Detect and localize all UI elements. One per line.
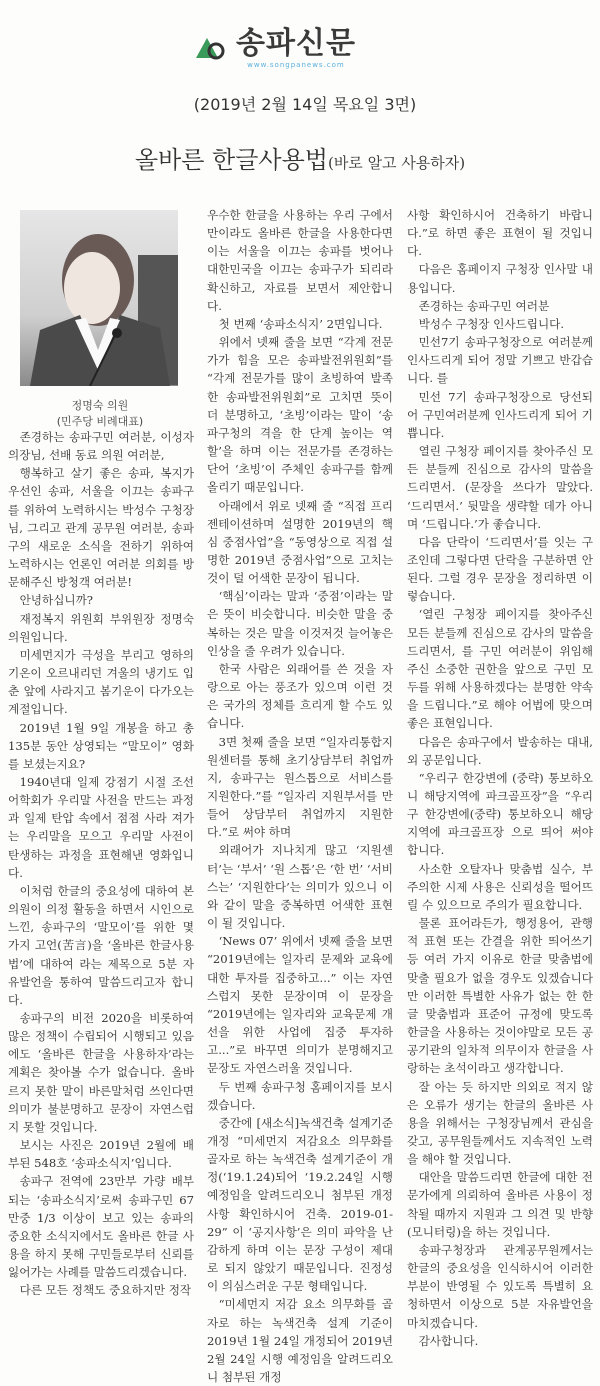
article-column-1	[8, 428, 194, 1300]
article-paragraph: 재정복지 위원회 부위원장 정명숙 의원입니다.	[8, 611, 194, 644]
article-paragraph: 민선7기 송파구청장으로 여러분께 인사드리게 되어 정말 기쁘고 반갑습니다. 를	[407, 335, 593, 386]
article-paragraph: 다음 단락이 ‘드리면서’를 잇는 구조인데 그렇다면 단락을 구분하면 안 된다. 그럴 경우 문장을 정리하면 이렇습니다.	[407, 534, 593, 604]
article-paragraph: 우수한 한글을 사용하는 우리 구에서만이라도 올바른 한글을 사용한다면 이는 서울을 이끄는 송파를 벗어나 대한민국을 이끄는 송파구가 되리라 확신하고, 자료를 보면서 제안합니다.	[207, 208, 393, 313]
newspaper-url: www.songpanews.com	[247, 61, 345, 69]
article-paragraph: “미세먼지 저감 요소 의무화를 골자로 하는 녹색건축 설계 기준이 2019년 1월 24일 개정되어 2019년 2월 24일 시행 예정임을 알려드리오니 첨부된 개정	[207, 1297, 393, 1384]
portrait-image	[20, 210, 178, 386]
article-paragraph: 잘 아는 듯 하지만 의외로 적지 않은 오류가 생기는 한글의 올바른 사용을 위해서는 구청장님께서 관심을 갖고, 공무원들께서도 지속적인 노력을 해야 할 것입니다.	[407, 1079, 593, 1167]
article-column-3	[407, 206, 593, 1350]
article-paragraph: 존경하는 송파구민 여러분, 이성자 의장님, 선배 동료 의원 여러분,	[8, 430, 194, 463]
article-paragraph: 사소한 오탈자나 맞춤법 실수, 부주의한 시제 사용은 신뢰성을 떨어뜨릴 수 있으므로 주의가 필요합니다.	[407, 861, 593, 912]
article-paragraph: 이처럼 한글의 중요성에 대하여 본 의원이 의정 활동을 하면서 시인으로 느낀, 송파구의 ‘말모이’를 위한 몇 가지 고언(苦言)을 ‘올바른 한글사용법’에 대하여 라는 제목으로 5분 자유발언을 통하여 말씀드리고자 합니다.	[8, 883, 194, 1007]
article-paragraph: 송파구의 비전 2020을 비롯하여 많은 정책이 수립되어 시행되고 있음에도 ‘올바른 한글을 사용하자’라는 계획은 찾아볼 수가 없습니다. 올바르지 못한 말이 바른말처럼 쓰인다면 의미가 불분명하고 문장이 자연스럽지 못할 것입니다.	[8, 1011, 194, 1134]
article-paragraph: 사항 확인하시어 건축하기 바랍니다.”로 하면 좋은 표현이 될 것입니다.	[407, 208, 593, 259]
article-paragraph: 한국 사람은 외래어를 쓴 것을 자랑으로 아는 풍조가 있으며 이런 것은 국가의 정체를 흐리게 할 수도 있습니다.	[207, 661, 393, 731]
date-line: (2019년 2월 14일 목요일 3면)	[193, 95, 417, 114]
article-paragraph: 2019년 1월 9일 개봉을 하고 총 135분 동안 상영되는 “말모이” 영화를 보셨는지요?	[8, 720, 194, 771]
article-paragraph: ‘News 07’ 위에서 넷째 줄을 보면 “2019년에는 일자리 문제와 교육에 대한 투자를 집중하고...” 이는 자연스럽지 못한 문장이며 이 문장을 “2019년에는 일자리와 교육문제 개선을 위한 사업에 집중 투자하고...”로 바꾸면 의미가 분명해지고 문장도 자연스러울 것입니다.	[207, 934, 393, 1076]
article-column-2	[207, 206, 393, 1386]
article-paragraph: 박성수 구청장 인사드립니다.	[418, 316, 565, 331]
article-paragraph: 감사합니다.	[418, 1333, 479, 1348]
article-paragraph: 외래어가 지나치게 많고 ‘지원센터’는 ‘부서’ ‘원 스톱’은 ‘한 번’ ‘서비스는’ ‘지원한다’는 의미가 있으니 이와 같이 말을 중복하면 어색한 표현이 될 것입니다.	[207, 843, 393, 931]
newspaper-name: 송파신문	[236, 26, 356, 61]
article-paragraph: 행복하고 살기 좋은 송파, 복지가 우선인 송파, 서울을 이끄는 송파구를 위하여 노력하시는 박성수 구청장님, 그리고 관계 공무원 여러분, 송파구의 새로운 소식을 전하기 위하여 노력하시는 언론인 여러분 의회를 방문해주신 방청객 여러분!	[8, 466, 194, 590]
article-paragraph: 민선 7기 송파구청장으로 당선되어 구민여러분께 인사드리게 되어 기쁩니다.	[407, 389, 593, 440]
article-paragraph: ‘열린 구청장 페이지를 찾아주신 모든 분들께 진심으로 감사의 말씀을 드리면서, 를 구민 여러분이 위임해주신 소중한 권한을 앞으로 구민 모두를 위해 사용하겠다는 분명한 약속을 드립니다.”로 해야 어법에 맞으며 좋은 표현입니다.	[407, 607, 593, 731]
headline	[0, 140, 600, 175]
article-paragraph: ‘핵심’이라는 말과 ‘중점’이라는 말은 뜻이 비슷합니다. 비슷한 말을 중복하는 것은 말을 이것저것 늘어놓은 인상을 줄 우려가 있습니다.	[207, 589, 393, 658]
article-paragraph: 3면 첫째 줄을 보면 “일자리통합지원센터를 통해 초기상담부터 취업까지, 송파구는 원스톱으로 서비스를 지원한다.”를 “일자리 지원부서를 만들어 상담부터 취업까지 지원한다.”로 써야 하며	[207, 734, 393, 840]
article-paragraph: 송파구청장과 관계공무원께서는 한글의 중요성을 인식하시어 이러한 부분이 반영될 수 있도록 특별히 요청하면서 이상으로 5분 자유발언을 마치겠습니다.	[407, 1242, 593, 1330]
photo-caption-name: 정명숙 의원	[71, 399, 129, 412]
article-paragraph: 아래에서 위로 넷째 줄 “직접 프리젠테이션하며 설명한 2019년의 핵심 중점사업”을 “동영상으로 직접 설명한 2019년 중점사업”으로 고치는 것이 덜 어색한 문장이 됩니다.	[207, 498, 393, 586]
mountain-logo-icon	[196, 34, 228, 60]
article-paragraph: 첫 번째 ‘송파소식지’ 2면입니다.	[218, 316, 383, 331]
portrait-photo	[20, 210, 178, 386]
article-paragraph: 다른 모든 정책도 중요하지만 정작	[19, 1283, 192, 1298]
article-paragraph: 송파구 전역에 23만부 가량 배부되는 ‘송파소식지’로써 송파구민 67만중 1/3 이상이 보고 있는 송파의 중요한 소식지에서도 올바른 한글 사용을 하지 못해 구민들로부터 신뢰를 잃어가는 사례를 말씀드리겠습니다.	[8, 1174, 194, 1280]
headline-main: 올바른 한글사용법	[134, 146, 328, 174]
article-paragraph: 미세먼지가 극성을 부리고 영하의 기온이 오르내리던 겨울의 냉기도 입춘 앞에 사라지고 봄기운이 다가오는 계절입니다.	[8, 647, 194, 717]
article-paragraph: 안녕하십니까?	[19, 593, 94, 608]
masthead-logo	[196, 28, 356, 69]
article-paragraph: 두 번째 송파구청 홈페이지를 보시겠습니다.	[207, 1079, 393, 1112]
article-paragraph: 다음은 홈페이지 구청장 인사말 내용입니다.	[407, 262, 593, 295]
article-paragraph: 위에서 넷째 줄을 보면 “각계 전문가가 힘을 모은 송파발전위원회”를 “각계 전문가를 많이 초빙하여 발족한 송파발전위원회”로 고치면 뜻이 더 분명하고, ‘초빙’이라는 말이 ‘송파구청의 격을 한 단계 높이는 역할’을 하며 이는 전문가를 존경하는 단어 ‘초빙’이 주체인 송파구를 함께 올리기 때문입니다.	[207, 335, 393, 495]
article-paragraph: “우리구 한강변에 (중략) 통보하오니 해당지역에 파크골프장”을 “우리구 한강변에(중략) 통보하오니 해당 지역에 파크골프장 으로 띄어 써야 합니다.	[407, 770, 593, 858]
article-paragraph: 대안을 말씀드리면 한글에 대한 전문가에게 의뢰하여 올바른 사용이 정착될 때까지 지원과 그 의견 및 반향(모니터링)을 하는 것입니다.	[407, 1170, 593, 1239]
article-paragraph: 다음은 송파구에서 발송하는 대내, 외 공문입니다.	[407, 734, 593, 767]
article-paragraph: 존경하는 송파구민 여러분	[418, 298, 550, 313]
article-paragraph: 1940년대 일제 강점기 시절 조선어학회가 우리말 사전을 만드는 과정과 일제 탄압 속에서 점점 사라 져가는 우리말을 모으고 우리말 사전이 탄생하는 과정을 표현해낸 영화입니다.	[8, 774, 194, 880]
article-paragraph: 보시는 사진은 2019년 2월에 배부된 548호 ‘송파소식지’입니다.	[8, 1138, 194, 1171]
article-paragraph: 중간에 [새소식]녹색건축 설계기준 개정 “미세먼지 저감요소 의무화를 골자로 하는 녹색건축 설계기준이 개정(‘19.1.24)되어 ‘19.2.24일 시행예정임을 알려드리오니 첨부된 개정사항 확인하시어 건축. 2019-01-29” 이 ‘공지사항’은 의미 파악을 난감하게 하며 이는 문장 구성이 제대로 되지 않았기 때문입니다. 진정성이 의심스러운 구문 형태입니다.	[207, 1115, 393, 1294]
article-paragraph: 열린 구청장 페이지를 찾아주신 모든 분들께 진심으로 감사의 말씀을 드리면서. (문장을 쓰다가 말았다. ‘드리면서.’ 뒷말을 생략할 데가 아니며 ‘드립니다.’가 좋습니다.	[407, 444, 593, 531]
photo-caption-party: (민주당 비례대표)	[56, 415, 144, 428]
article-paragraph: 물론 표어라든가, 행정용어, 관행적 표현 또는 간결을 위한 띄어쓰기 등 여러 가지 이유로 한글 맞춤법에 맞출 필요가 없을 경우도 있겠습니다만 이러한 특별한 사유가 없는 한 한글 맞춤법과 표준어 규정에 맞도록 한글을 사용하는 것이야말로 모든 공공기관의 일차적 의무이자 한글을 사랑하는 초석이라고 생각합니다.	[407, 916, 593, 1076]
headline-sub: (바로 알고 사용하자)	[327, 154, 466, 172]
